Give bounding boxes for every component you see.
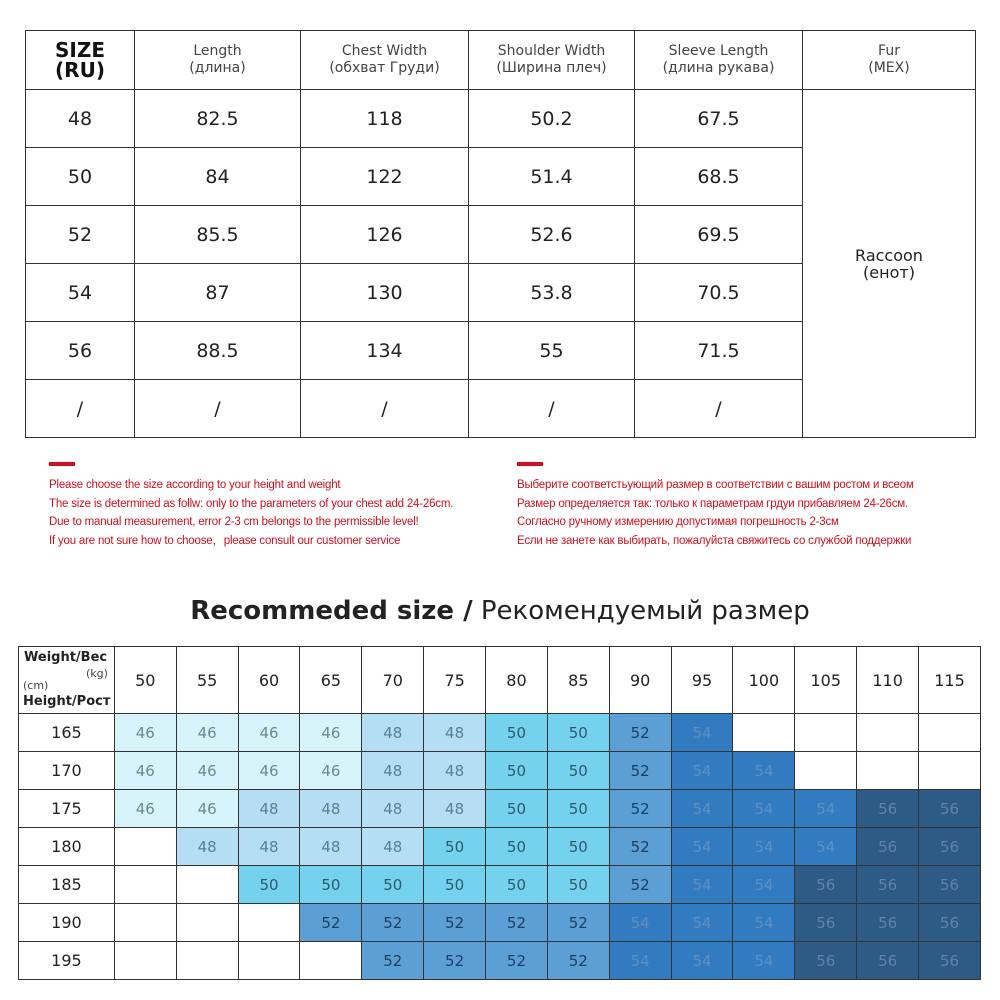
size-grid-cell: 50 [362,866,424,904]
size-grid-cell: 48 [238,828,300,866]
size-grid-cell: 50 [486,714,548,752]
weight-header-cell: 50 [114,647,176,714]
size-grid-cell: 50 [486,790,548,828]
size-cell: 55 [469,322,635,380]
note-line: Due to manual measurement, error 2-3 cm belongs to the permissible level! [49,516,419,528]
recommended-size-grid [18,646,981,980]
empty-grid-cell [919,714,981,752]
size-grid-cell: 48 [300,828,362,866]
size-grid-cell: 50 [424,866,486,904]
size-grid-cell: 46 [114,790,176,828]
size-cell: / [26,380,135,438]
recommended-size-title [0,596,1000,626]
size-grid-cell: 50 [424,828,486,866]
size-row [26,90,976,148]
size-grid-cell: 54 [671,942,733,980]
size-cell: 70.5 [635,264,803,322]
size-grid-cell: 54 [795,790,857,828]
note-line: Please choose the size according to your height and weight [49,479,341,491]
height-row [19,790,981,828]
weight-label: Weight/Вес [24,650,108,665]
size-cell: 69.5 [635,206,803,264]
size-grid-cell: 54 [671,790,733,828]
header-fur: Fur (MEX) [803,31,976,90]
height-row [19,714,981,752]
size-grid-cell: 52 [609,828,671,866]
size-grid-cell: 52 [424,904,486,942]
empty-grid-cell [857,752,919,790]
size-cell: 118 [301,90,469,148]
size-grid-cell: 54 [733,790,795,828]
size-grid-cell: 50 [547,714,609,752]
size-grid-cell: 54 [671,714,733,752]
height-row [19,942,981,980]
size-grid-cell: 50 [547,790,609,828]
size-grid-cell: 50 [486,828,548,866]
size-grid-cell: 50 [486,866,548,904]
size-grid-cell: 56 [857,904,919,942]
height-row [19,866,981,904]
note-line: The size is determined as follw: only to the parameters of your chest add 24-26cm. [49,497,454,510]
weight-header-cell: 55 [176,647,238,714]
weight-header-cell: 100 [733,647,795,714]
empty-grid-cell [176,866,238,904]
size-grid-cell: 48 [424,714,486,752]
size-grid-cell: 50 [238,866,300,904]
empty-grid-cell [300,942,362,980]
size-grid-cell: 52 [362,942,424,980]
size-grid-cell: 52 [362,904,424,942]
size-grid-cell: 54 [733,752,795,790]
note-line: Если не занете как выбирать, пожалуйста свяжитесь со службой поддержки [517,534,912,547]
size-grid-cell: 56 [795,942,857,980]
weight-header-cell: 105 [795,647,857,714]
weight-header-cell: 95 [671,647,733,714]
height-row [19,904,981,942]
size-grid-cell: 56 [919,866,981,904]
note-line: Согласно ручному измерению допустимая погрешность 2-3см [517,516,839,528]
size-cell: 134 [301,322,469,380]
size-grid-cell: 46 [176,790,238,828]
size-grid-cell: 46 [300,752,362,790]
header-chest-width: Chest Width (обхват Груди) [301,31,469,90]
size-grid-cell: 46 [114,752,176,790]
size-grid-cell: 52 [486,904,548,942]
note-line: Выберите соответстьующий размер в соответствии с вашим ростом и всеом [517,479,914,491]
height-header-cell: 170 [19,752,115,790]
size-grid-cell: 46 [238,752,300,790]
empty-grid-cell [114,904,176,942]
header-size: SIZE (RU) [26,31,135,90]
corner-cell [19,647,115,714]
empty-grid-cell [114,828,176,866]
size-cell: 50.2 [469,90,635,148]
size-cell: 84 [135,148,301,206]
title-bold: Recommeded size / [190,596,473,626]
size-cell: 130 [301,264,469,322]
weight-header-cell: 90 [609,647,671,714]
empty-grid-cell [795,752,857,790]
size-cell: 68.5 [635,148,803,206]
size-grid-cell: 54 [733,828,795,866]
size-grid-cell: 54 [795,828,857,866]
empty-grid-cell [114,866,176,904]
height-header-cell: 195 [19,942,115,980]
notes-english [49,462,499,550]
note-line: Размер определяется так: только к параметрам грдуи прибавляем 24-26см. [517,497,908,510]
empty-grid-cell [919,752,981,790]
size-grid-cell: 46 [176,752,238,790]
size-grid-cell: 54 [671,828,733,866]
size-cell: 122 [301,148,469,206]
size-grid-cell: 56 [919,790,981,828]
height-row [19,752,981,790]
cm-unit-label: (cm) [23,679,49,692]
weight-header-cell: 70 [362,647,424,714]
height-label: Height/Рост [23,694,111,709]
size-grid-cell: 54 [733,942,795,980]
size-grid-cell: 56 [919,828,981,866]
size-grid-cell: 48 [300,790,362,828]
size-grid-cell: 48 [362,752,424,790]
red-accent-bar [49,462,75,466]
size-grid-cell: 46 [300,714,362,752]
size-grid-cell: 52 [424,942,486,980]
size-cell: 82.5 [135,90,301,148]
weight-header-cell: 110 [857,647,919,714]
size-grid-cell: 46 [114,714,176,752]
size-cell: 54 [26,264,135,322]
empty-grid-cell [176,942,238,980]
height-row [19,828,981,866]
size-grid-cell: 54 [733,866,795,904]
title-regular: Рекомендуемый размер [472,596,810,626]
red-accent-bar [517,462,543,466]
size-grid-cell: 48 [362,790,424,828]
empty-grid-cell [733,714,795,752]
size-cell: 48 [26,90,135,148]
size-cell: 85.5 [135,206,301,264]
size-grid-cell: 56 [857,942,919,980]
height-header-cell: 165 [19,714,115,752]
size-grid-cell: 56 [919,904,981,942]
size-grid-cell: 46 [176,714,238,752]
size-grid-cell: 48 [238,790,300,828]
size-grid-cell: 56 [857,790,919,828]
size-grid-cell: 52 [547,904,609,942]
notes-russian [517,462,987,550]
weight-header-cell: 80 [486,647,548,714]
size-grid-cell: 56 [795,866,857,904]
size-grid-cell: 56 [795,904,857,942]
size-grid-cell: 48 [424,752,486,790]
size-grid-cell: 54 [671,866,733,904]
empty-grid-cell [238,942,300,980]
size-table [25,30,976,438]
size-grid-cell: 46 [238,714,300,752]
size-grid-cell: 54 [671,904,733,942]
header-length: Length (длина) [135,31,301,90]
size-cell: 87 [135,264,301,322]
empty-grid-cell [176,904,238,942]
size-grid-cell: 54 [671,752,733,790]
size-grid-cell: 54 [609,942,671,980]
size-grid-cell: 52 [609,752,671,790]
size-grid-cell: 50 [547,752,609,790]
size-grid-cell: 54 [609,904,671,942]
size-cell: 126 [301,206,469,264]
header-sleeve-length: Sleeve Length (длина рукава) [635,31,803,90]
size-cell: 71.5 [635,322,803,380]
height-header-cell: 180 [19,828,115,866]
note-line: If you are not sure how to choose，please consult our customer service [49,534,401,547]
height-header-cell: 175 [19,790,115,828]
size-grid-cell: 52 [609,714,671,752]
empty-grid-cell [238,904,300,942]
size-cell: 52.6 [469,206,635,264]
size-grid-cell: 56 [919,942,981,980]
size-grid-cell: 52 [609,790,671,828]
fur-cell: Raccoon (енот) [803,90,976,438]
size-grid-cell: 52 [609,866,671,904]
weight-header-cell: 85 [547,647,609,714]
size-grid-cell: 48 [362,714,424,752]
size-cell: 51.4 [469,148,635,206]
weight-header-cell: 65 [300,647,362,714]
size-cell: 67.5 [635,90,803,148]
size-grid-cell: 56 [857,866,919,904]
size-cell: 56 [26,322,135,380]
size-cell: / [135,380,301,438]
size-grid-cell: 52 [547,942,609,980]
empty-grid-cell [114,942,176,980]
height-header-cell: 190 [19,904,115,942]
height-header-cell: 185 [19,866,115,904]
size-grid-cell: 48 [362,828,424,866]
size-grid-cell: 48 [424,790,486,828]
size-cell: 88.5 [135,322,301,380]
weight-header-cell: 115 [919,647,981,714]
kg-unit-label: (kg) [85,667,108,680]
size-grid-cell: 52 [300,904,362,942]
weight-header-cell: 60 [238,647,300,714]
size-cell: 53.8 [469,264,635,322]
size-grid-cell: 50 [486,752,548,790]
size-grid-cell: 50 [300,866,362,904]
size-cell: 50 [26,148,135,206]
header-shoulder-width: Shoulder Width (Ширина плеч) [469,31,635,90]
size-grid-cell: 50 [547,866,609,904]
size-cell: / [635,380,803,438]
size-grid-cell: 56 [857,828,919,866]
size-cell: / [469,380,635,438]
size-grid-cell: 52 [486,942,548,980]
empty-grid-cell [857,714,919,752]
size-cell: 52 [26,206,135,264]
size-grid-cell: 54 [733,904,795,942]
empty-grid-cell [795,714,857,752]
size-grid-cell: 48 [176,828,238,866]
size-table-header-row [26,31,976,90]
size-grid-cell: 50 [547,828,609,866]
size-cell: / [301,380,469,438]
weight-header-cell: 75 [424,647,486,714]
weight-header-row [19,647,981,714]
